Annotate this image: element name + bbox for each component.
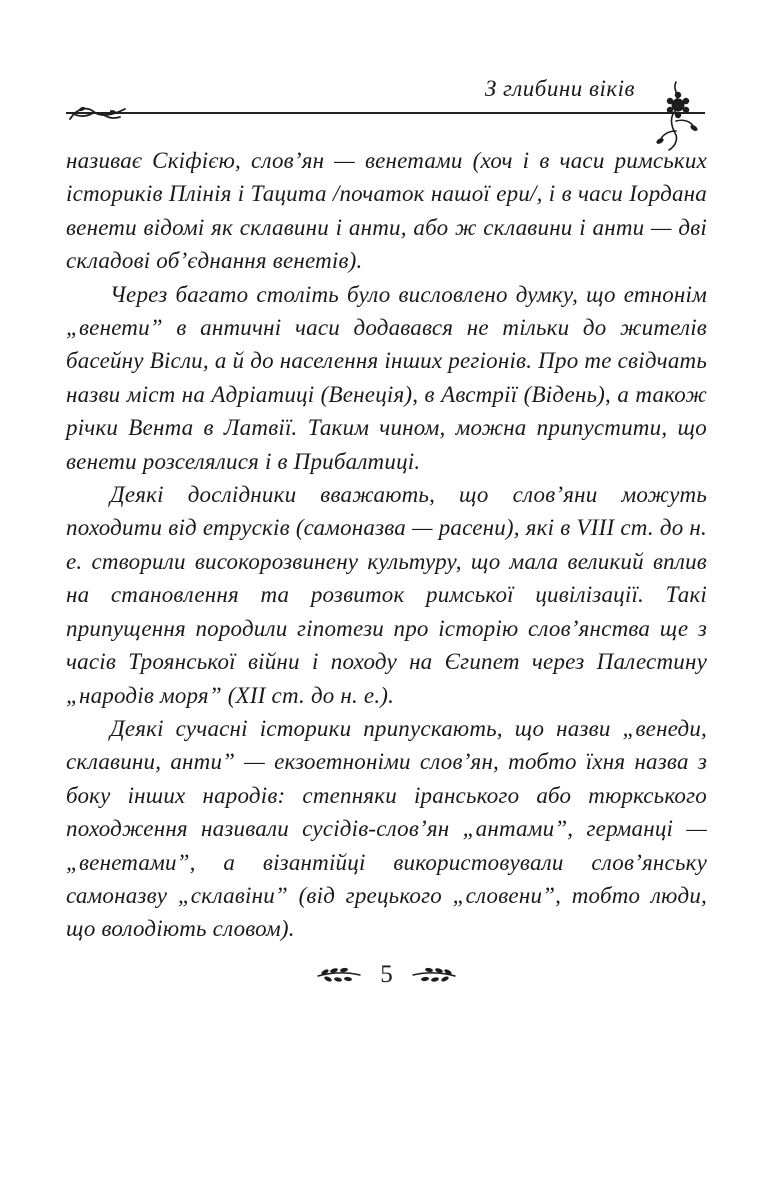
page-number: 5	[380, 960, 393, 988]
running-header-title: З глибини віків	[484, 76, 635, 101]
body-paragraph: Деякі дослідники вважають, що слов’яни можуть походити від етрусків (самоназва — расени), які в VIII ст. до н. е. створили високорозвинену культуру, що мала великий вплив на становлення та розвиток римської цивілізації. Такі припущення породили гіпотези про історію слов’янства ще з часів Троянської війни і походу на Єгипет через Палестину „народів моря” (XII ст. до н. е.).	[66, 482, 707, 708]
footer-right-flourish-icon	[411, 966, 457, 984]
body-paragraph: Деякі сучасні історики припускають, що назви „венеди, склавини, анти” — екзоетноніми слов’ян, тобто їхня назва з боку інших народів: степняки іранського або тюркського походження називали сусідів-слов’ян „антами”, германці — „венетами”, а візантійці використовували слов’янську самоназву „склавіни” (від грецького „словени”, тобто люди, що володіють словом).	[66, 715, 707, 942]
footer-left-flourish-icon	[316, 966, 362, 984]
page-footer	[66, 962, 707, 989]
header-corner-ornament-icon	[645, 80, 699, 152]
page-header	[66, 74, 707, 128]
body-text	[66, 144, 707, 946]
header-rule	[66, 112, 705, 114]
body-paragraph: Через багато століть було висловлено думку, що етнонім „венети” в античні часи додавався не тільки до жителів басейну Вісли, а й до населення інших регіонів. Про те свідчать назви міст на Адріатиці (Венеція), в Австрії (Відень), а також річки Вента в Латвії. Таким чином, можна припустити, що венети розселялися і в Прибалтиці.	[66, 281, 707, 474]
body-paragraph: називає Скіфією, слов’ян — венетами (хоч і в часи римських істориків Плінія і Тацита /початок нашої ери/, і в часи Іордана венети відомі як склавини і анти, або ж склавини і анти — дві складові об’єднання венетів).	[66, 148, 707, 274]
header-left-flourish-icon	[68, 102, 128, 126]
